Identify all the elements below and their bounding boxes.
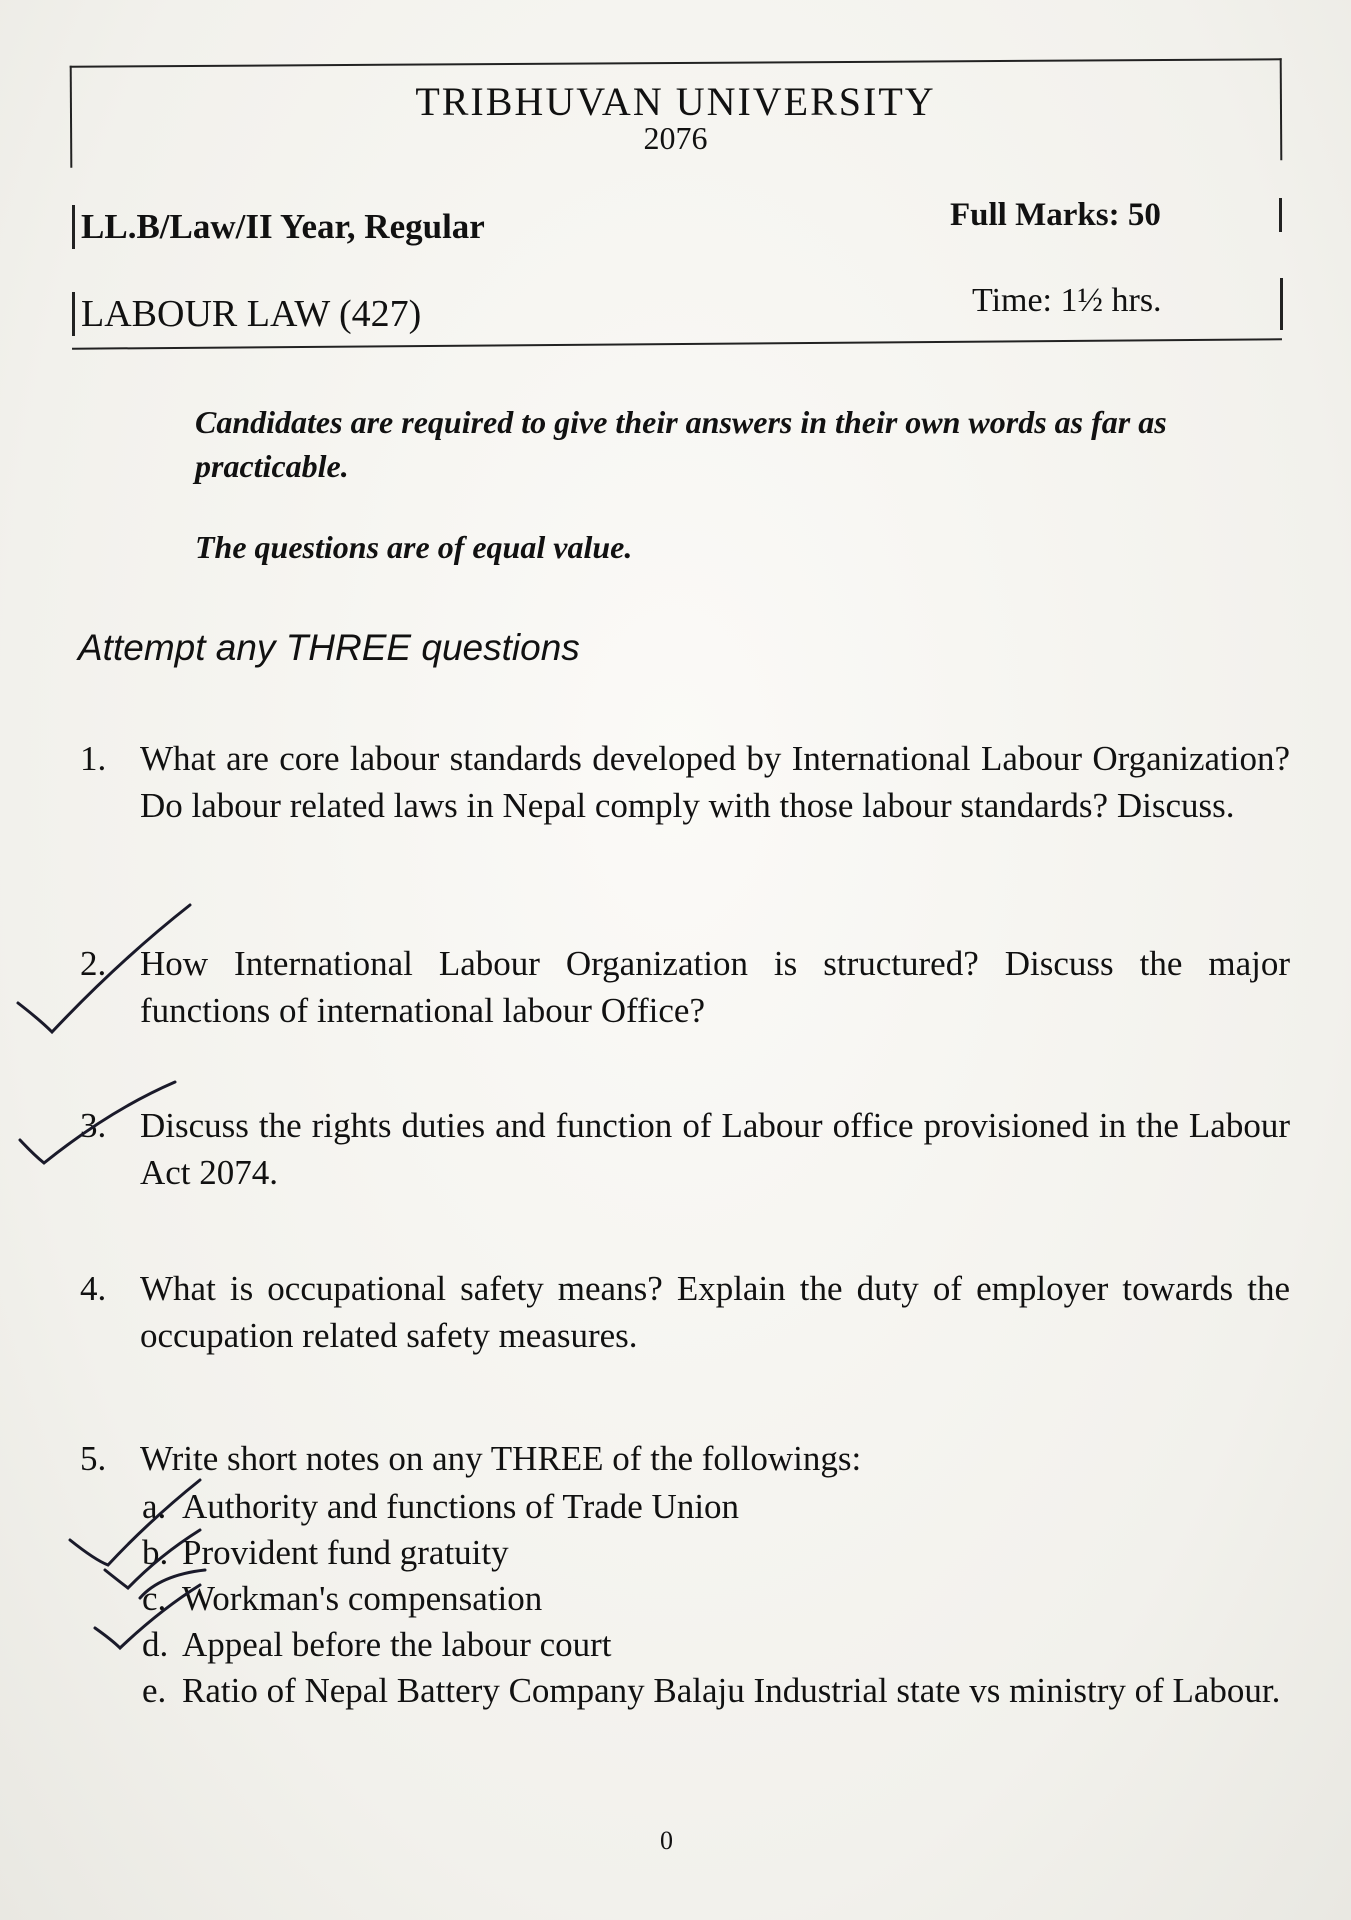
question-4 — [80, 1265, 1290, 1359]
question-text: What is occupational safety means? Explain the duty of employer towards the occupation related safety measures. — [140, 1269, 1290, 1355]
instruction-equal-value: The questions are of equal value. — [195, 529, 633, 565]
item-letter: d. — [142, 1625, 169, 1664]
short-notes-list — [142, 1484, 1282, 1714]
header-bottom-rule — [72, 338, 1282, 350]
university-title: TRIBHUVAN UNIVERSITY — [415, 79, 936, 124]
question-text: What are core labour standards developed by International Labour Organization? Do labour related laws in Nepal comply with those labour standards? Discuss. — [140, 739, 1290, 825]
question-number: 1. — [80, 739, 107, 778]
question-number: 4. — [80, 1269, 107, 1308]
item-letter: b. — [142, 1533, 169, 1572]
page-mark: 0 — [660, 1826, 673, 1855]
list-item — [142, 1576, 1282, 1622]
list-item — [142, 1530, 1282, 1576]
header-right-tick — [1279, 198, 1282, 232]
question-3 — [80, 1102, 1290, 1196]
course-info: LL.B/Law/II Year, Regular — [72, 205, 485, 249]
question-number: 2. — [80, 944, 107, 983]
subject-title: LABOUR LAW (427) — [72, 292, 421, 336]
header-right-tick-lower — [1280, 278, 1283, 330]
item-text: Provident fund gratuity — [182, 1533, 509, 1572]
item-text: Appeal before the labour court — [182, 1625, 612, 1664]
exam-year: 2076 — [643, 120, 708, 156]
item-text: Workman's compensation — [182, 1579, 543, 1618]
question-text: How International Labour Organization is structured? Discuss the major functions of international labour Office? — [140, 944, 1290, 1030]
list-item — [142, 1622, 1282, 1668]
item-text: Authority and functions of Trade Union — [182, 1487, 740, 1526]
question-number: 5. — [80, 1439, 107, 1478]
question-number: 3. — [80, 1106, 107, 1145]
item-text: Ratio of Nepal Battery Company Balaju Industrial state vs ministry of Labour. — [182, 1671, 1281, 1710]
exam-time: Time: 1½ hrs. — [972, 282, 1162, 319]
item-letter: e. — [142, 1671, 167, 1710]
item-letter: a. — [142, 1487, 167, 1526]
list-item — [142, 1484, 1282, 1530]
attempt-instruction: Attempt any THREE questions — [78, 627, 580, 668]
full-marks: Full Marks: 50 — [950, 197, 1161, 233]
list-item — [142, 1668, 1282, 1714]
question-text: Discuss the rights duties and function of Labour office provisioned in the Labour Act 2074. — [140, 1106, 1290, 1192]
question-1 — [80, 735, 1290, 829]
question-2 — [80, 940, 1290, 1034]
item-letter: c. — [142, 1579, 167, 1618]
instruction-own-words: Candidates are required to give their answers in their own words as far as practicable. — [195, 404, 1167, 484]
question-5 — [80, 1435, 1290, 1482]
question-text: Write short notes on any THREE of the followings: — [140, 1439, 862, 1478]
